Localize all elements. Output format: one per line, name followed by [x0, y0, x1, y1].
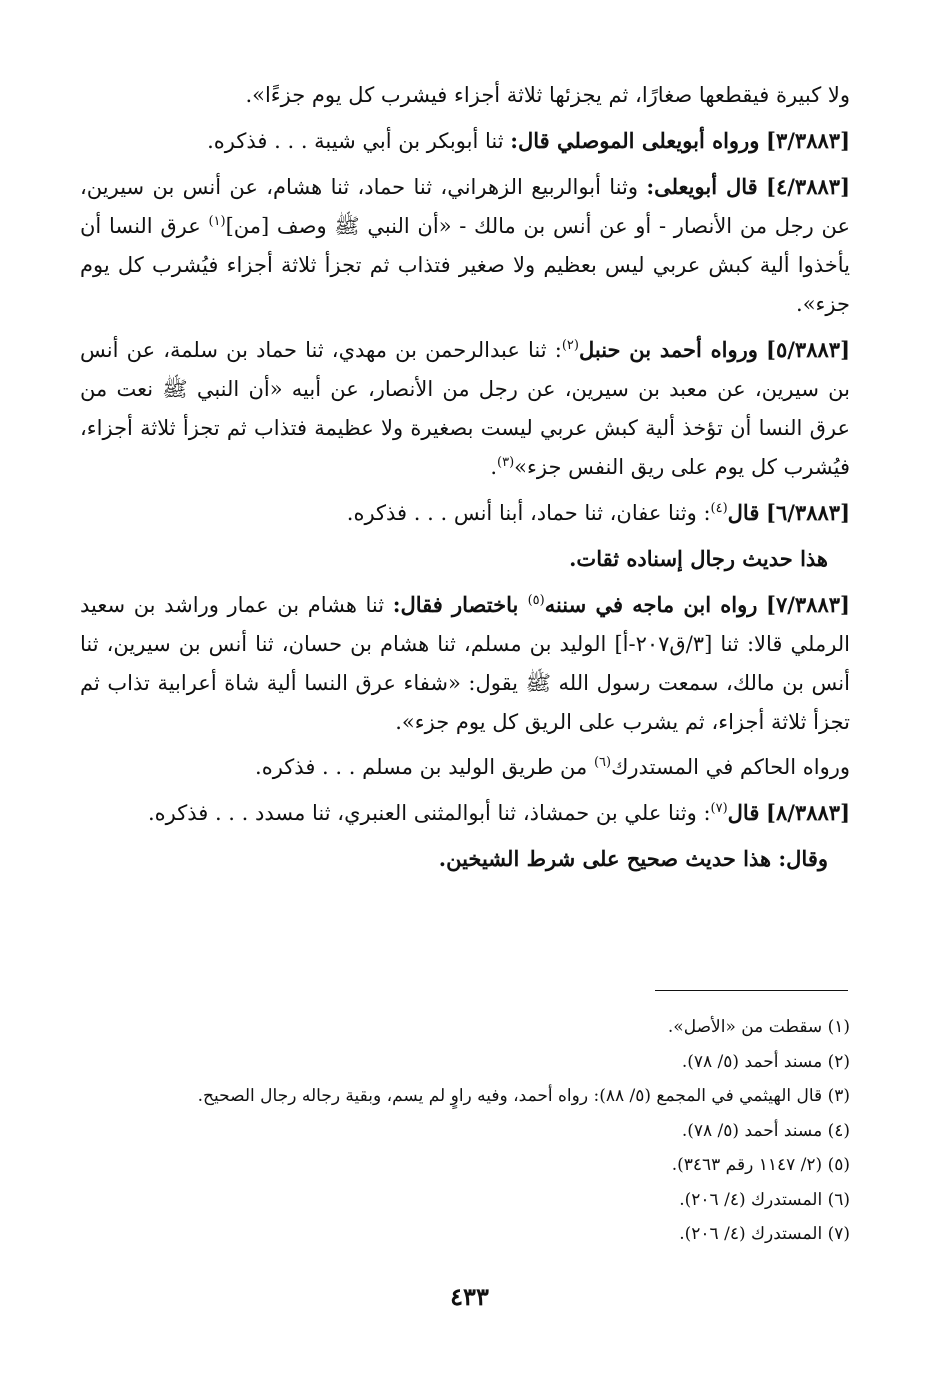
hadith-number: [٣/٣٨٨٣] [766, 128, 850, 153]
paragraph-text-continued: من طريق الوليد بن مسلم . . . فذكره. [255, 755, 594, 779]
paragraph-heading: قال أبويعلى: [646, 174, 758, 199]
paragraph-8 [80, 748, 850, 787]
footnote-marker[interactable]: (٦) [593, 755, 612, 770]
paragraph-text-continued: عرق النسا أن يأخذوا ألية كبش عربي ليس بعظيم ولا صغير فتذاب ثم تجزأ ثلاثة أجزاء فيُشرب كل يوم جزء». [80, 214, 850, 316]
paragraph-heading: قال [727, 500, 760, 525]
hadith-number: [٧/٣٨٨٣] [766, 592, 850, 617]
footnote-marker[interactable]: (٤) [710, 501, 728, 516]
paragraph-text: ثنا أبوبكر بن أبي شيبة . . . فذكره. [207, 129, 504, 153]
paragraph-text: ولا كبيرة فيقطعها صغارًا، ثم يجزئها ثلاثة أجزاء فيشرب كل يوم جزءًا». [245, 83, 850, 107]
paragraph-heading-continued: باختصار فقال: [392, 592, 528, 617]
main-text [80, 76, 850, 885]
footnote-7: (٧) المستدرك (٤/ ٢٠٦). [679, 1224, 850, 1244]
footnote-marker[interactable]: (٣) [497, 455, 515, 470]
paragraph-7 [80, 585, 850, 742]
footnote-marker[interactable]: (٢) [561, 338, 579, 353]
footnote-2: (٢) مسند أحمد (٥/ ٧٨). [681, 1051, 850, 1072]
paragraph-heading: ورواه أحمد بن حنبل [578, 337, 758, 362]
paragraph-heading: رواه ابن ماجه في سننه [544, 592, 758, 617]
paragraph-text: وثنا أبوالربيع الزهراني، ثنا حماد، ثنا هشام، عن أنس بن سيرين، عن رجل من الأنصار - أو عن أنس بن مالك - «أن النبي ﷺ وصف [من] [80, 175, 850, 238]
footnote-separator [655, 990, 848, 991]
paragraph-9 [80, 793, 850, 833]
hadith-number: [٥/٣٨٨٣] [766, 337, 850, 362]
paragraph-heading: وقال: هذا حديث صحيح على شرط الشيخين. [438, 846, 828, 871]
paragraph-2 [80, 121, 850, 161]
paragraph-heading: قال [727, 800, 760, 825]
paragraph-3 [80, 167, 850, 324]
paragraph-10 [80, 839, 850, 879]
paragraph-5 [80, 493, 850, 533]
footnote-marker[interactable]: (٧) [710, 801, 728, 816]
paragraph-text: ثنا هشام بن عمار وراشد بن سعيد الرملي قالا: ثنا [٣/ق٢٠٧-أ] الوليد بن مسلم، ثنا هشام بن حسان، ثنا أنس بن سيرين، ثنا أنس بن مالك، سمعت رسول الله ﷺ يقول: «شفاء عرق النسا ألية شاة أعرابية تذاب ثم تجزأ ثلاثة أجزاء، ثم يشرب على الريق كل يوم جزء». [80, 593, 851, 734]
hadith-number: [٦/٣٨٨٣] [766, 500, 850, 525]
paragraph-4 [80, 330, 850, 487]
paragraph-heading: ورواه أبويعلى الموصلي قال: [510, 128, 760, 153]
footnote-6: (٦) المستدرك (٤/ ٢٠٦). [679, 1189, 850, 1210]
footnote-3: (٣) قال الهيثمي في المجمع (٥/ ٨٨): رواه أحمد، وفيه راوٍ لم يسم، وبقية رجاله رجال الصحيح. [197, 1086, 850, 1106]
paragraph-text: ورواه الحاكم في المستدرك [611, 755, 850, 779]
paragraph-text: : ثنا عبدالرحمن بن مهدي، ثنا حماد بن سلمة، عن أنس بن سيرين، عن معبد بن سيرين، عن رجل من الأنصار، عن أبيه «أن النبي ﷺ نعت من عرق النسا أن تؤخذ ألية كبش عربي ليست بصغيرة ولا عظيمة فتذاب ثم تجزأ ثلاثة أجزاء، فيُشرب كل يوم على ريق النفس جزء» [80, 338, 850, 479]
paragraph-text: : وثنا عفان، ثنا حماد، أبنا أنس . . . فذكره. [346, 501, 711, 525]
hadith-number: [٨/٣٨٨٣] [766, 800, 850, 825]
paragraph-text: : وثنا علي بن حمشاذ، ثنا أبوالمثنى العنبري، ثنا مسدد . . . فذكره. [147, 801, 711, 825]
footnote-5: (٥) (٢/ ١١٤٧ رقم ٣٤٦٣). [671, 1155, 850, 1175]
paragraph-heading: هذا حديث رجال إسناده ثقات. [569, 546, 828, 571]
footnotes [80, 1010, 850, 1252]
page-number: ٤٣٣ [450, 1282, 489, 1311]
hadith-number: [٤/٣٨٨٣] [766, 174, 850, 199]
footnote-4: (٤) مسند أحمد (٥/ ٧٨). [681, 1120, 850, 1141]
footnote-marker[interactable]: (٥) [527, 593, 545, 608]
footnote-1: (١) سقطت من «الأصل». [667, 1017, 850, 1037]
paragraph-1 [80, 76, 850, 115]
footnote-marker[interactable]: (١) [208, 214, 226, 229]
paragraph-text-continued: . [490, 455, 497, 479]
paragraph-6 [80, 539, 850, 579]
